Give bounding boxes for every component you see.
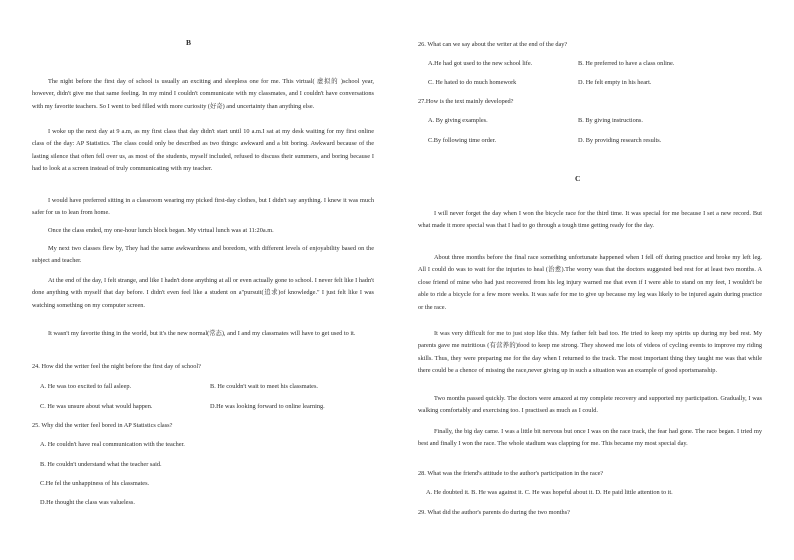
passage-c-paragraph-1: I will never forget the day when I won the bicycle race for the third time. It was special for me because I set a new record. But what made it more special was that I had to go through a tough time getting ready for the day.: [418, 210, 762, 230]
passage-b-paragraph-1: The night before the first day of school is usually an exciting and sleepless one for me. This virtual( 虚拟的 )school year, however, didn't give me that same feeling. In my mind I couldn't communicate with my classmates, and I couldn't have conversations with my favorite teachers. So I went to bed filled with more curiosity (好奇) and uncertainty than anything else.: [32, 78, 374, 110]
q24-option-a: A. He was too excited to fall asleep.: [40, 383, 132, 390]
question-24: 24. How did the writer feel the night before the first day of school?: [32, 363, 201, 370]
q27-option-c: C.By following time order.: [428, 137, 497, 144]
passage-b-paragraph-5: My next two classes flew by, They had the same awkwardness and boredom, with different levels of enjoyability based on the subject and teacher.: [32, 245, 374, 265]
q26-option-d: D. He felt empty in his heart.: [578, 79, 652, 86]
q26-option-c: C. He hated to do much homework: [428, 79, 517, 86]
question-26: 26. What can we say about the writer at the end of the day?: [418, 41, 568, 48]
passage-c-paragraph-2: About three months before the final race something unfortunate happened when I fell off during practice and broke my left leg. All I could do was to wait for the injuries to heal (治愈).The worry was that the doctors suggested bed rest for at least two months. A close friend of mine who had just recovered from his leg injury warned me that even if I were able to stand on my feet, I wouldn't be able to ride a bicycle for a few more weeks. It was safe for me to give up because my leg was likely to be injured again during practice or the race.: [418, 254, 762, 311]
passage-c-heading: C: [575, 174, 581, 183]
passage-b-paragraph-4: Once the class ended, my one-hour lunch block began. My virtual lunch was at 11:20a.m.: [48, 227, 274, 234]
passage-b-paragraph-3: I would have preferred sitting in a classroom wearing my picked first-day clothes, but I didn't say anything. I knew it was much safer for us to lean from home.: [32, 197, 374, 217]
passage-b-paragraph-2: I woke up the next day at 9 a.m, as my first class that day didn't start until 10 a.m.I sat at my desk waiting for my first online class of the day: AP Statistics. The class could only be described as two things: awkward and a bit boring. Awkward because of the lasting silence that often fell over us, as most of the students, myself included, refused to discuss their summers, and boring because I had to look at a screen instead of truly communicating with my teacher.: [32, 128, 374, 173]
passage-c-paragraph-4: Two months passed quickly. The doctors were amazed at my complete recovery and supported my participation. Gradually, I was walking comfortably and exercising too. I practised as much as I could.: [418, 395, 762, 415]
question-28: 28. What was the friend's attitude to the author's participation in the race?: [418, 470, 604, 477]
question-25: 25. Why did the writer feel bored in AP Statistics class?: [32, 422, 173, 429]
q26-option-b: B. He preferred to have a class online.: [578, 60, 675, 67]
q25-option-d: D.He thought the class was valueless.: [40, 499, 135, 506]
passage-c-paragraph-5: Finally, the big day came. I was a little bit nervous but once I was on the race track, the fear had gone. The race began. I tried my best and finally I won the race. The whole stadium was clapping for me. This became my most special day.: [418, 428, 762, 448]
q25-option-b: B. He couldn't understand what the teacher said.: [40, 461, 162, 468]
passage-c-paragraph-3: It was very difficult for me to just stop like this. My father felt bad too. He tried to keep my spirits up during my bed rest. My parents gave me nutritious (有营养的)food to keep me strong. They showed me lots of videos of cycling events to improve my riding skills. Thus, they were preparing me for the day when I returned to the track. The most important thing they taught me was that while there could be a chence of missing the race,never giving up in such a situation was an example of good sportsmanship.: [418, 330, 762, 375]
q24-option-c: C. He was unsure about what would happen.: [40, 403, 153, 410]
q24-option-d: D.He was looking forward to online learning.: [210, 403, 325, 410]
question-29: 29. What did the author's parents do during the two months?: [418, 509, 570, 516]
q24-option-b: B. He couldn't wait to meet his classmates.: [210, 383, 318, 390]
q28-options: A. He doubted it. B. He was against it. C. He was hopeful about it. D. He paid little attention to it.: [426, 489, 673, 496]
passage-b-paragraph-6: At the end of the day, I felt strange, and like I hadn't done anything at all or even actually gone to school. I never felt like I hadn't done anything with myself that day before. I didn't even feel like a student on a"pursuit(追求)of knowledge." I just felt like I was watching something on my computer screen.: [32, 277, 374, 309]
q27-option-a: A. By giving examples.: [428, 117, 488, 124]
passage-b-paragraph-7: It wasn't my favorite thing in the world, but it's the new normal(常态), and I and my classmates will have to get used to it.: [48, 330, 356, 337]
q25-option-c: C.He fel the unhappiness of his classmates.: [40, 480, 150, 487]
q27-option-b: B. By giving instructions.: [578, 117, 643, 124]
q27-option-d: D. By providing research results.: [578, 137, 662, 144]
question-27: 27.How is the text mainly developed?: [418, 98, 514, 105]
passage-b-heading: B: [186, 38, 192, 47]
q26-option-a: A.He had got used to the new school life.: [428, 60, 533, 67]
q25-option-a: A. He couldn't have real communication with the teacher.: [40, 441, 185, 448]
